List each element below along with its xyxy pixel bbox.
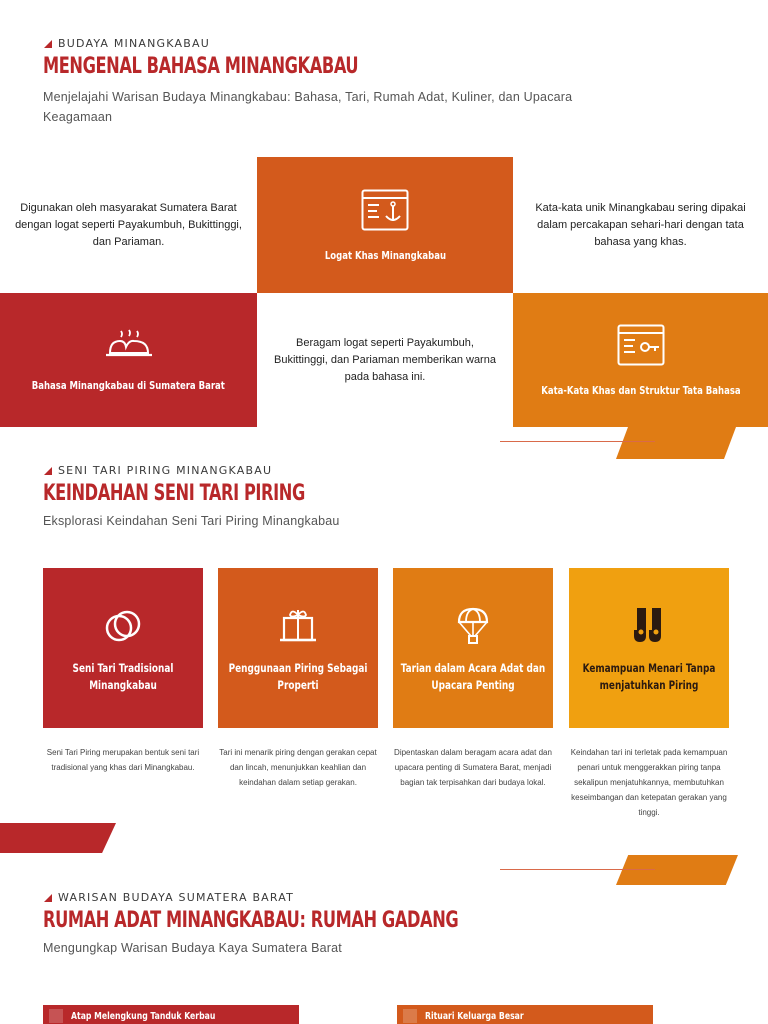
- card-description: Keindahan tari ini terletak pada kemampuan penari untuk menggerakkan piring tanpa sekalipun menjatuhkannya, membutuhkan keseimbangan dan ketepatan gerakan yang tinggi.: [570, 748, 728, 817]
- decorative-parallelogram: [0, 823, 116, 853]
- section1-title: MENGENAL BAHASA MINANGKABAU: [43, 54, 359, 79]
- section3-eyebrow: WARISAN BUDAYA SUMATERA BARAT: [44, 891, 294, 904]
- section1-eyebrow: BUDAYA MINANGKABAU: [44, 37, 210, 50]
- boots-icon: [629, 606, 669, 646]
- number-badge-icon: [403, 1009, 417, 1023]
- decorative-parallelogram: [616, 427, 736, 459]
- decorative-line: [500, 441, 655, 442]
- section1-subtitle: Menjelajahi Warisan Budaya Minangkabau: Bahasa, Tari, Rumah Adat, Kuliner, dan Upacara Keagamaan: [43, 90, 573, 124]
- grid-label-kata-kata: Kata-Kata Khas dan Struktur Tata Bahasa: [540, 383, 741, 397]
- card-seni-tari: [43, 568, 203, 728]
- grid-tile-kata-kata: [513, 293, 768, 427]
- triangle-marker-icon: [44, 467, 52, 475]
- triangle-marker-icon: [44, 894, 52, 902]
- feature-bar-rituari: [397, 1005, 653, 1024]
- section2-title: KEINDAHAN SENI TARI PIRING: [43, 481, 305, 506]
- triangle-marker-icon: [44, 40, 52, 48]
- grid-tile-bahasa: [0, 293, 257, 427]
- section2-subtitle: Eksplorasi Keindahan Seni Tari Piring Minangkabau: [43, 514, 340, 528]
- card-penggunaan-piring: [218, 568, 378, 728]
- card-description: Seni Tari Piring merupakan bentuk seni tari tradisional yang khas dari Minangkabau.: [46, 748, 200, 772]
- card-label: Kemampuan Menari Tanpa menjatuhkan Piring: [582, 661, 716, 692]
- feature-bar-label: Atap Melengkung Tanduk Kerbau: [71, 1010, 216, 1022]
- grid-text-top-left: Digunakan oleh masyarakat Sumatera Barat dengan logat seperti Payakumbuh, Bukittinggi, dan Pariaman.: [15, 201, 242, 248]
- browser-key-icon: [617, 324, 665, 366]
- section2-eyebrow: SENI TARI PIRING MINANGKABAU: [44, 464, 272, 477]
- feature-bar-atap: [43, 1005, 299, 1024]
- gift-icon: [278, 606, 318, 646]
- card-description: Dipentaskan dalam beragam acara adat dan upacara penting di Sumatera Barat, menjadi bagian tak terpisahkan dari budaya lokal.: [394, 748, 552, 787]
- card-label: Tarian dalam Acara Adat dan Upacara Penting: [400, 661, 546, 692]
- card-kemampuan-menari: [569, 568, 729, 728]
- feature-bar-label: Rituari Keluarga Besar: [425, 1010, 524, 1022]
- grid-text-bottom-center: Beragam logat seperti Payakumbuh, Bukittinggi, dan Pariaman memberikan warna pada bahasa ini.: [274, 336, 496, 383]
- grid-cell-top-right: [513, 157, 768, 293]
- grid-tile-logat: [257, 157, 513, 293]
- food-dish-icon: [104, 329, 154, 361]
- card-tarian-acara: [393, 568, 553, 728]
- number-badge-icon: [49, 1009, 63, 1023]
- card-label: Seni Tari Tradisional Minangkabau: [72, 661, 174, 692]
- grid-label-logat: Logat Khas Minangkabau: [324, 248, 446, 262]
- grid-text-top-right: Kata-kata unik Minangkabau sering dipakai dalam percakapan sehari-hari dengan tata bahasa yang khas.: [535, 201, 746, 248]
- section3-title: RUMAH ADAT MINANGKABAU: RUMAH GADANG: [43, 908, 459, 933]
- grid-cell-top-left: [0, 157, 257, 293]
- card-label: Penggunaan Piring Sebagai Properti: [228, 661, 368, 692]
- grid-label-bahasa: Bahasa Minangkabau di Sumatera Barat: [31, 378, 226, 392]
- grid-cell-bottom-center: [257, 293, 513, 427]
- browser-anchor-icon: [361, 189, 409, 231]
- rings-icon: [103, 606, 143, 646]
- section3-subtitle: Mengungkap Warisan Budaya Kaya Sumatera Barat: [43, 941, 342, 955]
- decorative-parallelogram: [616, 855, 738, 885]
- decorative-line: [500, 869, 655, 870]
- parachute-icon: [453, 606, 493, 646]
- card-description: Tari ini menarik piring dengan gerakan cepat dan lincah, menunjukkan keahlian dan keindahan dalam setiap gerakan.: [219, 748, 377, 787]
